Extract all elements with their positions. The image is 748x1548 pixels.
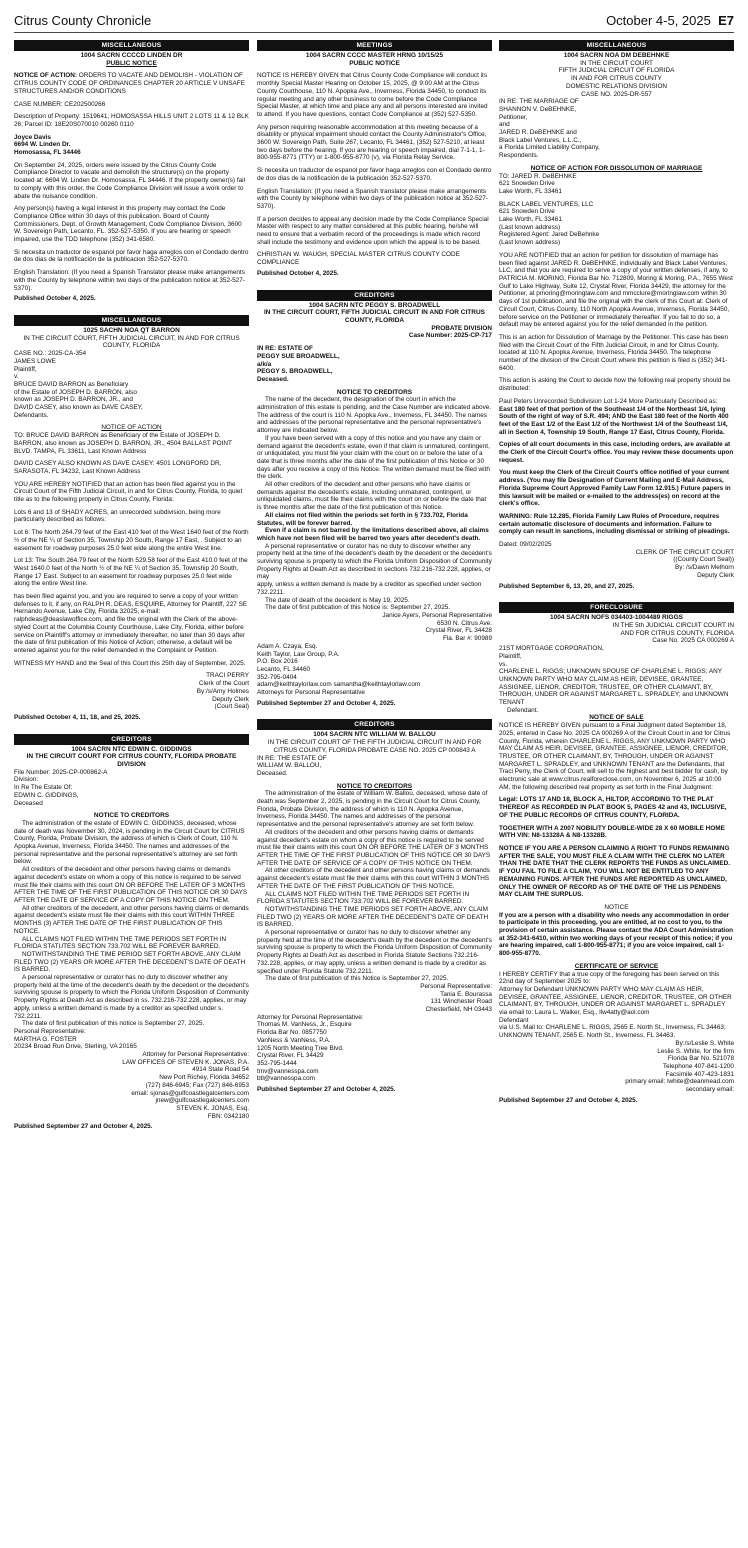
notice-barron: MISCELLANEOUS 1025 SACHN NOA QT BARRON IN THE CIRCUIT COURT, FIFTH JUDICIAL CIRCUIT, IN AND FOR CITRUS COUNTY, FLORIDA CASE NO.: 2025-CA-354 JAMES LOWE Plaintiff, v. BRUCE DAVID BARRON as Beneficiary of the Estate of JOSEPH D. BARRON, also known as JOSEPH D. BARRON, JR., and DAVID CASEY, also known as DAVE CASEY, Defendants. NOTICE OF ACTION TO: BRUCE DAVID BARRON as Beneficiary of the Estate of JOSEPH D. BARRON, also known as JOSEPH D. BARRON, JR., 4504 BALLAST POINT BLVD. TAMPA, FL 33611, Last Known Address DAVID CASEY ALSO KNOWN AS DAVE CASEY: 4501 LONGFORD DR, SARASOTA, FL 34232, Last Known Address YOU ARE HEREBY NOTIFIED that an action has been filed against you in the Circuit Court of the Fifth Judicial Circuit, in and for Citrus County, Florida, to quiet title as to the following property in Citrus County, Florida: Lots 6 and 13 of SHADY ACRES, an unrecorded subdivision, being more particularly described as follows: Lot 6: The North 264.79 feet of the East 410 feet of the West 1640 feet of the North ½ of the NE ¼ of Section 35, Township 20 South, Range 17 East, . Subject to an easement for roadway purposes 25.0 feet wide along the entire West line. Lot 13: The South 264.79 feet of the North 529.58 feet of the East 410.0 feet of the West 1640.0 feet of the North ½ of the NE ¼ of Section 35, Township 20 South, Range 17 East. Subject to an easement for roadway purposes 25.0 feet wide along the entire West line. has been filed against you, and you are required to serve a copy of your written defenses to it, if any, on RALPH R. DEAS, ESQUIRE, Attorney for Plaintiff, 227 SE Hernando Avenue, Lake City, Florida 32025, e-mail: ralphdeas@deaslawoffice.com, and file the original with the Clerk of the above-styled Court at the Columbia County Courthouse, Lake City, Florida, either before service on Plaintiff's attorney or immediately thereafter, no later than 30 days after the date of first publication of this Notice of Action; otherwise, a default will be entered against you for the relief demanded in the Complaint or Petition. WITNESS MY HAND and the Seal of this Court this 25th day of September, 2025. TRACI PERRY Clerk of the Court By:/s/Amy Holmes Deputy Clerk (Court Seal) Published October 4, 11, 18, and 25, 2025. bbox=[14, 316, 249, 721]
column-2 bbox=[257, 40, 492, 1094]
published-line: Published September 27 and October 4, 2025. bbox=[257, 699, 396, 707]
published-line: Published October 4, 2025. bbox=[257, 269, 339, 277]
notice-title: 1004 SACRN NTC WILLIAM W. BALLOU bbox=[313, 731, 436, 739]
section-bar: MEETINGS bbox=[257, 40, 492, 51]
notice-title: 1004 SACRN CCCCD LINDEN DR bbox=[80, 52, 183, 59]
notice-linden-dr: MISCELLANEOUS 1004 SACRN CCCCD LINDEN DR PUBLIC NOTICE NOTICE OF ACTION: ORDERS TO VACATE AND DEMOLISH - VIOLATION OF CITRUS COUNTY CODE OF ORDINANCES CHAPTER 20 ARTICLE V UNSAFE STRUCTURES AND/OR CONDITIONS CASE NUMBER: CE202500266 Description of Property: 1519641; HOMOSASSA HILLS UNIT 2 LOTS 11 & 12 BLK 26; Parcel ID: 18E20S070010 00260 0110 Joyce Davis 6694 W. Linden Dr. Homosassa, FL 34446 On September 24, 2025, orders were issued by the Citrus County Code Compliance Director to vacate and demolish the structure(s) on the property located at: 6694 W. Linden Dr. Homosassa, FL 34446. If the property owner(s) fail to comply with this order, the Code Compliance Division will issue a work order to abate the nuisance condition. Any person(s) having a legal interest in this property may contact the Code Compliance Office within 30 days of this publication. Board of County Commissioners, Dept. of Growth Management, Code Compliance Division, 3600 W. Sovereign Path, Lecanto, FL. 352-527-5350. If you are hearing or speech impaired, use the TDD telephone (352) 341-6580. Si necesita un traductor de espanol por favor haga arreglos con el Condado dentro de dos dias de la notificación de la publicacion 352-527-5370. English Translation: (If you need a Spanish Translator please make arrangements with the County by telephone within two days of the publication notice at 352-527-5370). Published October 4, 2025. bbox=[14, 42, 249, 303]
section-bar: CREDITORS bbox=[257, 290, 492, 301]
notice-master-hearing: MEETINGS 1004 SACRN CCCC MASTER HRNG 10/15/25 PUBLIC NOTICE NOTICE IS HEREBY GIVEN that Citrus County Code Compliance will conduct its monthly Special Master Hearing on October 15, 2025, @ 9:00 AM at the Citrus County Courthouse, 110 N. Apopka Ave., Inverness, Florida 34450, to conduct its regular meeting and any other business to come before the Code Compliance Special Master, at which time and place any and all persons interested are invited to attend. If you have questions, contact Code Compliance at (352) 527-5350. Any person requiring reasonable accommodation at this meeting because of a disability or physical impairment should contact the County Administrator's Office, 3600 W. Sovereign Path, Suite 267, Lecanto, FL 34461, (352) 527-5210, at least two days before the hearing. If you are hearing or speech impaired, dial 7-1-1, 1-800-955-8771 (TTY) or 1-800-955-8770 (v), via Florida Relay Service. Si necesita un traductor de espanol por favor haga arreglos con el Condado dentro de dos dias de la notificación de la publicación 352-527-5370. English Translation: (If you need a Spanish translator please make arrangements with the County by telephone within two days of the publication notice at 352-527-5370). If a person decides to appeal any decision made by the Code Compliance Special Master with respect to any matter considered at this public hearing, he/she will need to ensure that a verbatim record of the proceedings is made which record shall include the testimony and evidence upon which the appeal is to be based. CHRISTIAN W. WAUGH, SPECIAL MASTER CITRUS COUNTY CODE COMPLIANCE Published October 4, 2025. bbox=[257, 42, 492, 277]
notice-title: 1004 SACRN CCCC MASTER HRNG 10/15/25 bbox=[305, 52, 444, 59]
published-line: Published October 4, 2025. bbox=[14, 295, 96, 303]
notice-title: 1004 SACRN NTC PEGGY S. BROADWELL bbox=[308, 301, 441, 309]
notice-title: 1025 SACHN NOA QT BARRON bbox=[83, 326, 180, 334]
section-bar: MISCELLANEOUS bbox=[14, 40, 249, 51]
notice-title: 1004 SACRN NOA DM DEBEHNKE bbox=[563, 52, 670, 59]
notice-giddings: CREDITORS 1004 SACRN NTC EDWIN C. GIDDINGS IN THE CIRCUIT COURT FOR CITRUS COUNTY, FLORIDA PROBATE DIVISION File Number: 2025-CP-000862-A Division: In Re The Estate Of: EDWIN C. GIDDINGS, Deceased NOTICE TO CREDITORS The administration of the estate of EDWIN C. GIDDINGS, deceased, whose date of death was November 30, 2024, is pending in the Circuit Court for CITRUS County, Florida, Probate Division, the address of which is Clerk of Court, 110 N. Apopka Avenue, Inverness, Florida 34450. The names and addresses of the personal representative and the personal representative's attorney are set forth below. All creditors of the decedent and other persons having claims or demands against decedent's estate on whom a copy of this notice is required to be served must file their claims with this court ON OR BEFORE THE LATER OF 3 MONTHS AFTER THE TIME OF THE FIRST PUBLICATION OF THIS NOTICE OR 30 DAYS AFTER THE DATE OF SERVICE OF A COPY OF THIS NOTICE ON THEM. All other creditors of the decedent, and other persons having claims or demands against decedent's estate must file their claims with this court WITHIN THREE MONTHS (3) AFTER THE DATE OF THE FIRST PUBLICATION OF THIS NOTICE. ALL CLAIMS NOT FILED WITHIN THE TIME PERIODS SET FORTH IN FLORIDA STATUTES SECTION 733.702 WILL BE FOREVER BARRED. NOTWITHSTANDING THE TIME PERIOD SET FORTH ABOVE, ANY CLAIM FILED TWO (2) YEARS OR MORE AFTER THE DECEDENT'S DATE OF DEATH IS BARRED. A personal representative or curator has no duty to discover whether any property held at the time of the decedent's death by the decedent or the decedent's surviving spouse is property to which the Florida Uniform Disposition of Community Property Rights at Death Act as described in ss. 732.216-732.228, applies, or may apply, unless a written demand is made by a creditor as specified under s. 732.2211. The date of first publication of this notice is September 27, 2025. Personal Representative: MARTHA G. FOSTER 20234 Broad Run Drive, Sterling, VA 20165 Attorney for Personal Representative: LAW OFFICES OF STEVEN K. JONAS, P.A. 4914 State Road 54 New Port Richey, Florida 34652 (727) 846-6945; Fax (727) 846-6953 email: sjonas@gulfcoastlegalcenters.com jnew@gulfcoastlegalcenters.com STEVEN K. JONAS, Esq. FBN: 0342180 Published September 27 and October 4, 2025. bbox=[14, 735, 249, 1131]
published-line: Published September 27 and October 4, 2025. bbox=[14, 1123, 153, 1131]
column-1 bbox=[14, 40, 249, 1131]
section-bar: CREDITORS bbox=[14, 734, 249, 745]
section-bar: CREDITORS bbox=[257, 719, 492, 730]
notice-title: 1004 SACRN NOFS 034403-1004489 RIGGS bbox=[550, 614, 683, 622]
notice-riggs: FORECLOSURE 1004 SACRN NOFS 034403-1004489 RIGGS IN THE 5th JUDICIAL CIRCUIT COURT IN AND FOR CITRUS COUNTY, FLORIDA Case No. 2025 CA 000269 A 21ST MORTGAGE CORPORATION, Plaintiff, vs. CHARLENE L. RIGGS; UNKNOWN SPOUSE OF CHARLENE L. RIGGS; ANY UNKNOWN PARTY WHO MAY CLAIM AS HEIR, DEVISEE, GRANTEE, ASSIGNEE, LIENOR, CREDITOR, TRUSTEE, OR OTHER CLAIMANT, BY, THROUGH, UNDER OR AGAINST MARGARET L. SPRADLEY; and UNKNOWN TENANT Defendant. NOTICE OF SALE NOTICE IS HEREBY GIVEN pursuant to a Final Judgment dated September 18, 2025, entered in Case No. 2025 CA 000269 A of the Circuit Court in and for Citrus County, Florida, wherein CHARLENE L. RIGGS, ANY UNKNOWN PARTY WHO MAY CLAIM AS HEIR, DEVISEE, GRANTEE, ASSIGNEE, LIENOR, CREDITOR, TRUSTEE, OR OTHER CLAIMANT, BY, THROUGH, UNDER OR AGAINST MARGARET L. SPRADLEY, and UNKNOWN TENANT are the Defendants, that Traci Perry, the Clerk of Court, will sell to the highest and best bidder for cash, by electronic sale at www.citrus.realforeclose.com, on November 6, 2025 at 10:00 AM, the following described real property as set forth in the Final Judgment: Legal: LOTS 17 AND 18, BLOCK A, HILTOP, ACCORDING TO THE PLAT THEREOF AS RECORDED IN PLAT BOOK 5, PAGES 42 and 43, INCLUSIVE, OF THE PUBLIC RECORDS OF CITRUS COUNTY, FLORIDA. TOGETHER WITH A 2007 NOBILITY DOUBLE-WIDE 28 X 60 MOBILE HOME WITH VIN: N8-13328A & N8-13328B. NOTICE IF YOU ARE A PERSON CLAIMING A RIGHT TO FUNDS REMAINING AFTER THE SALE, YOU MUST FILE A CLAIM WITH THE CLERK NO LATER THAN THE DATE THAT THE CLERK REPORTS THE FUNDS AS UNCLAIMED. IF YOU FAIL TO FILE A CLAIM, YOU WILL NOT BE ENTITLED TO ANY REMAINING FUNDS. AFTER THE FUNDS ARE REPORTED AS UNCLAIMED, ONLY THE OWNER OF RECORD AS OF THE DATE OF THE LIS PENDENS MAY CLAIM THE SURPLUS. NOTICE If you are a person with a disability who needs any accommodation in order to participate in this proceeding, you are entitled, at no cost to you, to the provision of certain assistance. Please contact the ADA Court Administration at 352-341-6410, within two working days of your receipt of this notice; if you are hearing impaired, call 1-800-955-8771; if you are voice impaired, call 1-800-955-8770. CERTIFICATE OF SERVICE I HEREBY CERTIFY that a true copy of the foregoing has been served on this 22nd day of September 2025 to: Attorney for Defendant UNKNOWN PARTY WHO MAY CLAIM AS HEIR, DEVISEE, GRANTEE, ASSIGNEE, LIENOR, CREDITOR, TRUSTEE, OR OTHER CLAIMANT, BY, THROUGH, UNDER OR AGAINST MARGARET L. SPRADLEY via email to: Laura L. Walker, Esq., llw4atty@aol.com Defendant via U.S. Mail to: CHARLENE L. RIGGS, 2565 E. North St., Inverness, FL 34463; UNKNOWN TENANT, 2565 E. North St., Inverness, FL 34463. By:/s/Leslie S. White Leslie S. White, for the firm Florida Bar No. 521078 Telephone 407-841-1200 Facsimile 407-423-1831 primary email: lwhite@deanmead.com secondary email: Published September 27 and October 4, 2025. bbox=[499, 604, 734, 1104]
published-line: Published September 27 and October 4, 2025. bbox=[257, 1086, 396, 1094]
column-3 bbox=[499, 40, 734, 1104]
notice-broadwell: CREDITORS 1004 SACRN NTC PEGGY S. BROADWELL IN THE CIRCUIT COURT, FIFTH JUDICIAL CIRCUIT IN AND FOR CITRUS COUNTY, FLORIDA PROBATE DIVISION Case Number: 2025-CP-717 IN RE: ESTATE OF PEGGY SUE BROADWELL, a/k/a PEGGY S. BROADWELL, Deceased. NOTICE TO CREDITORS The name of the decedent, the designation of the court in which the administration of this estate is pending, and the Case Number are indicated above. The address of the court is 110 N. Apopka Ave., Inverness, FL 34450. The names and addresses of the personal representative and the personal representative's attorney are indicated below. If you have been served with a copy of this notice and you have any claim or demand against the decedent's estate, even if that claim is unmatured, contingent, or unliquidated, you must file your claim with the court on or before the later of a date that is three months after the date of the first publication of this Notice or 30 days after you receive a copy of this Notice. The written demand must be filed with the clerk. All other creditors of the decedent and other persons who have claims or demands against the decedent's estate, including unmatured, contingent, or unliquidated claims, must file their claims with the court on or before the date that is three months after the date of the first publication of this Notice. All claims not filed within the periods set forth in § 733.702, Florida Statutes, will be forever barred. Even if a claim is not barred by the limitations described above, all claims which have not been filed will be barred two years after decedent's death. A personal representative or curator has no duty to discover whether any property held at the time of the decedent's death by the decedent or the decedent's surviving spouse is property to which the Florida Uniform Disposition of Community Property Rights at Death Act as described in sections 732.216-732.228, applies, or may apply, unless a written demand is made by a creditor as specified under section 732.2211. The date of death of the decedent is May 19, 2025. The date of first publication of this Notice is: September 27, 2025. Janice Ayers, Personal Representative 6530 N. Citrus Ave. Crystal River, FL 34428 Fla. Bar #: 90989 Adam A. Czaya, Esq. Keith Taylor, Law Group, P.A. P.O. Box 2016 Lecanto, FL 34460 352-795-0404 adam@keithtaylorlaw.com samantha@keithtaylorlaw.com Attorneys for Personal Representative Published September 27 and October 4, 2025. bbox=[257, 291, 492, 707]
published-line: Published October 4, 11, 18, and 25, 2025. bbox=[14, 713, 141, 721]
notice-subtitle: PUBLIC NOTICE bbox=[349, 59, 400, 67]
notice-debehnke: MISCELLANEOUS 1004 SACRN NOA DM DEBEHNKE IN THE CIRCUIT COURT FIFTH JUDICIAL CIRCUIT OF FLORIDA IN AND FOR CITRUS COUNTY DOMESTIC RELATIONS DIVISION CASE NO. 2025-DR-557 IN RE: THE MARRIAGE OF SHANNON V. DeBEHNKE, Petitioner, and JARED R. DeBEHNKE and Black Label Ventures, L.L.C., a Florida Limited Liability Company, Respondents. NOTICE OF ACTION FOR DISSOLUTION OF MARRIAGE TO: JARED R. DeBEHNKE 621 Snowden Drive Lake Worth, FL 33461 BLACK LABEL VENTURES, LLC 621 Snowden Drive Lake Worth, FL 33461 (Last known address) Registered Agent: Jared DeBehnke (Last known address) YOU ARE NOTIFIED that an action for petition for dissolution of marriage has been filed against JARED R. DeBEHNKE, individually and Black Label Ventures, LLC, and that you are required to serve a copy of your written defenses, if any, to PATRICIA M. MORING, Florida Bar No. 712809, Moring & Moring, P.A., 7655 West Gulf to Lake Highway, Suite 12, Crystal River, Florida 34429, the attorney for the Petitioner, at pmoring@moringlaw.com and mmcclure@moringlaw.com within 30 days of 1st publication, and file the original with the clerk of this Court at: Clerk of Circuit Court, Citrus County, 110 North Apopka Avenue, Inverness, Florida 34450, before service on the Petitioner or immediately thereafter. If you fail to do so, a default may be entered against you for the relief demanded in the petition. This is an action for Dissolution of Marriage by the Petitioner. This case has been filed with the Circuit Court of the Fifth Judicial Circuit, in and for Citrus County, located at 110 N. Apopka Avenue, Inverness, Florida 34450. The telephone number of the division of the Circuit Court where this petition is filed is (352) 341-6400. This action is asking the Court to decide how the following real property should be distributed: Paul Peters Unrecorded Subdivision Lot 1-24 More Particularly Described as: East 180 feet of that portion of the Southeast 1/4 of the Northeast 1/4, lying South of the right of way of S.R. 494; AND the East 180 feet of the North 400 feet of the East 1/2 of the East 1/2 of the Northwest 1/4 of the Southeast 1/4, all in Section 4, Township 19 South, Range 17 East, Citrus County, Florida. Copies of all court documents in this case, including orders, are available at the Clerk of the Circuit Court's office. You may review these documents upon request. You must keep the Clerk of the Circuit Court's office notified of your current address. (You may file Designation of Current Mailing and E-Mail Address, Florida Supreme Court Approved Family Law Form 12.915.) Future papers in this lawsuit will be mailed or e-mailed to the address(es) on record at the clerk's office. WARNING: Rule 12.285, Florida Family Law Rules of Procedure, requires certain automatic disclosure of documents and information. Failure to comply can result in sanctions, including dismissal or striking of pleadings. Dated: 09/02/2025 CLERK OF THE CIRCUIT COURT ((County Court Seal)) By: /s/Dawn Melhorn Deputy Clerk Published September 6, 13, 20, and 27, 2025. bbox=[499, 42, 734, 590]
published-line: Published September 27 and October 4, 2025. bbox=[499, 1096, 638, 1104]
notice-subtitle: PUBLIC NOTICE bbox=[106, 59, 157, 67]
notice-ballou: CREDITORS 1004 SACRN NTC WILLIAM W. BALLOU IN THE CIRCUIT COURT OF THE FIFTH JUDICIAL CIRCUIT IN AND FOR CITRUS COUNTY, FLORIDA PROBATE CASE NO. 2025 CP 000843 A IN RE: THE ESTATE OF WILLIAM W. BALLOU, Deceased. NOTICE TO CREDITORS The administration of the estate of William W. Ballou, deceased, whose date of death was September 2, 2025, is pending in the Circuit Court for Citrus County, Florida, Probate Division, the address of which is 110 N. Apopka Avenue, Inverness, Florida 34450. The names and addresses of the personal representative and the personal representative's attorney are set forth below. All creditors of the decedent and other persons having claims or demands against decedent's estate on whom a copy of this notice is required to be served must file their claims with this court ON OR BEFORE THE LATER OF 3 MONTHS AFTER THE TIME OF THE FIRST PUBLICATION OF THIS NOTICE OR 30 DAYS AFTER THE DATE OF SERVICE OF A COPY OF THIS NOTICE ON THEM. All other creditors of the decedent and other persons having claims or demands against decedent's estate must file their claims with this court WITHIN 3 MONTHS AFTER THE DATE OF THE FIRST PUBLICATION OF THIS NOTICE. ALL CLAIMS NOT FILED WITHIN THE TIME PERIODS SET FORTH IN FLORIDA STATUTES SECTION 733.702 WILL BE FOREVER BARRED. NOTWITHSTANDING THE TIME PERIODS SET FORTH ABOVE, ANY CLAIM FILED TWO (2) YEARS OR MORE AFTER THE DECEDENT'S DATE OF DEATH IS BARRED. A personal representative or curator has no duty to discover whether any property held at the time of the decedent's death by the decedent or the decedent's surviving spouse is property to which the Florida Uniform Disposition of Community Property Rights at Death Act as described in Florida Statute Sections 732.216-732.228, applies, or may apply, unless a written demand is made by a creditor as specified under Florida Statute 732.2211. The date of first publication of this Notice is September 27, 2025. Personal Representative: Tania E. Bourassa 131 Winchester Road Chesterfield, NH 03443 Attorney for Personal Representative: Thomas M. VanNess, Jr., Esquire Florida Bar No. 0857750 VanNess & VanNess, P.A. 1205 North Meeting Tree Blvd. Crystal River, FL 34429 352-795-1444 tmv@vannesspa.com btl@vannesspa.com Published September 27 and October 4, 2025. bbox=[257, 721, 492, 1094]
section-bar: FORECLOSURE bbox=[499, 602, 734, 613]
page-number: E7 bbox=[718, 13, 734, 28]
newspaper-name: Citrus County Chronicle bbox=[14, 13, 152, 28]
published-line: Published September 6, 13, 20, and 27, 2025. bbox=[499, 582, 635, 590]
page-header bbox=[14, 10, 734, 33]
header-date-page: October 4-5, 2025 E7 bbox=[606, 13, 734, 28]
section-bar: MISCELLANEOUS bbox=[499, 40, 734, 51]
notice-title: 1004 SACRN NTC EDWIN C. GIDDINGS bbox=[71, 745, 192, 753]
section-bar: MISCELLANEOUS bbox=[14, 315, 249, 326]
